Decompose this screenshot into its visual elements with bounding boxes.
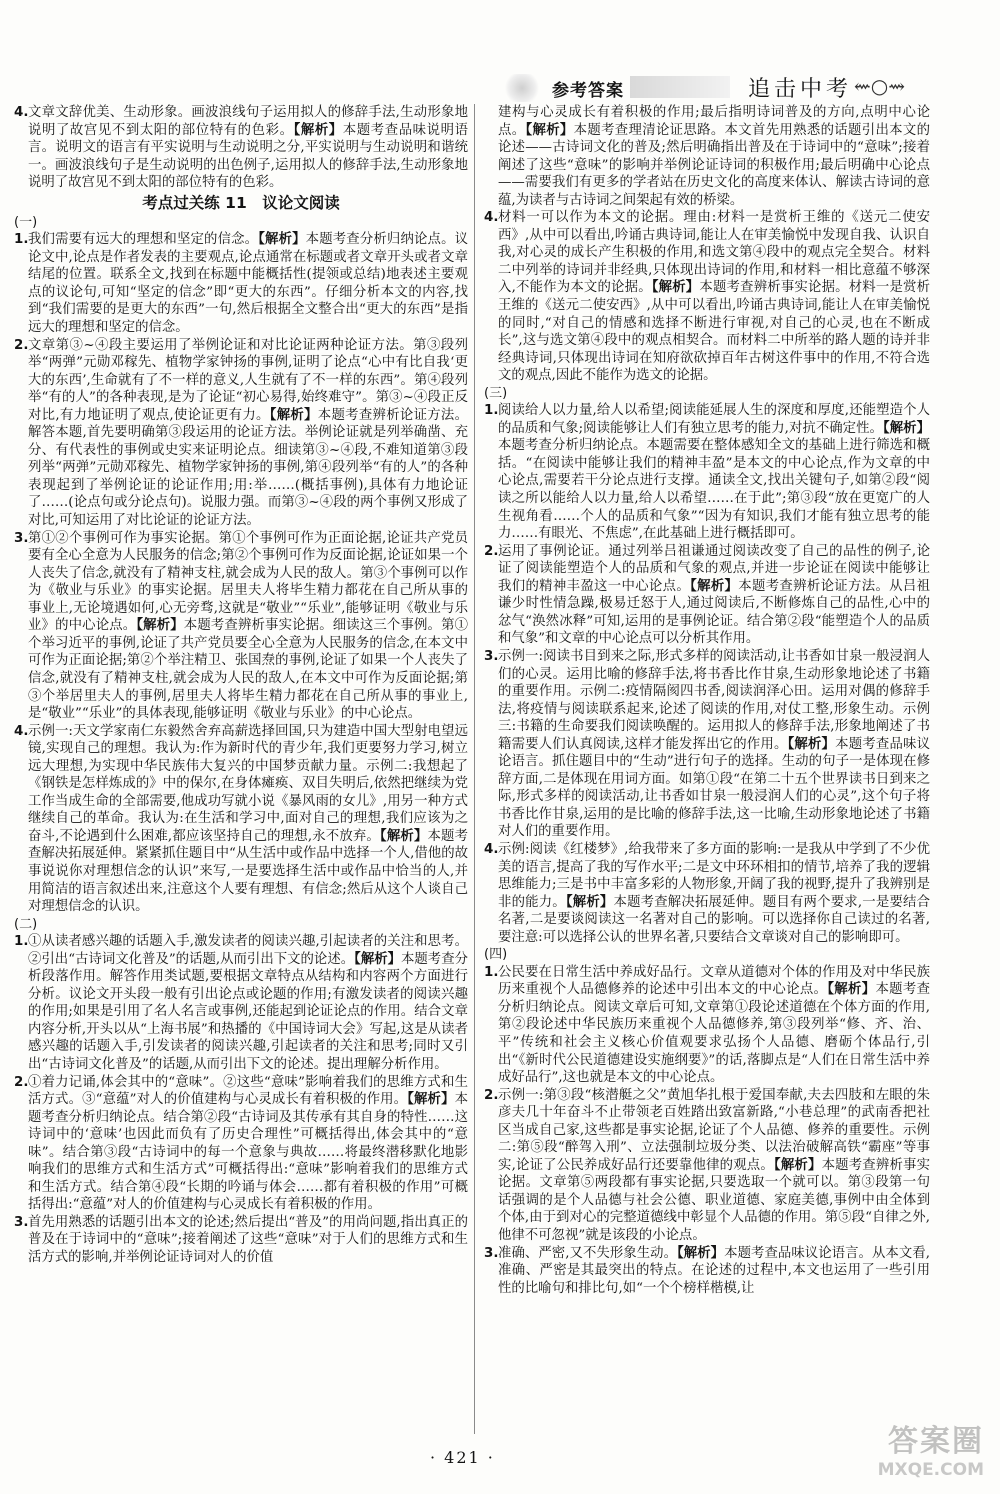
analysis-tag: 【解析】 <box>525 122 574 138</box>
answer-text: 文章文辞优美、生动形象。画波浪线句子运用拟人的修辞手法,生动形象地说明了故宫见不到太阳的部位特有的色彩。 <box>28 105 468 138</box>
analysis-text: 本题考查辨析事实论据。文章第⑤两段都有事实论据,只要选取一个就可以。第③段第一句话强调的是个人品德与社会公德、职业道德、家庭美德,事例中由全体到个体,由于到对心的完整道德线中彰显个人品德的作用。第⑤段“自律之外,他律不可忽视”就是该段的小论点。 <box>498 1157 930 1243</box>
page-header <box>500 70 930 106</box>
list-item <box>484 841 930 946</box>
part-label: (三) <box>484 385 508 401</box>
item-text <box>498 964 930 1087</box>
header-answer-label: 参考答案 <box>552 81 624 101</box>
analysis-tag: 【解析】 <box>293 122 343 138</box>
answer-text: 阅读给人以力量,给人以希望;阅读能延展人生的深度和厚度,还能塑造个人的品质和气象;阅读能够让人们有独立思考的能力,对抗不确定性。 <box>498 403 930 436</box>
analysis-text: 本题考查解决拓展延伸。紧紧抓住题目中“从生活中或作品中选择一个人,借他的故事说说你对理想信念的认识”来写,一是要选择生活中或作品中恰当的人,并用简洁的语言叙述出来,注意这个人要有理想、有信念;然后从这个人谈自己对理想信念的认识。 <box>28 828 468 915</box>
analysis-text: 本题考查辨析事实论据。细读这三个事例。第①个举习近平的事例,论证了共产党员要全心全意为人民服务的信念,在本文中可作为正面论据;第②个举注精卫、张国焘的事例,论证了如果一个人丧失了信念,就没有了精神支柱,就会成为人民的敌人,在本文中可作为反面论据;第③个举居里夫人的事例,居里夫人将毕生精力都花在自己所从事的事业上,是“敬业”“乐业”的具体表现,能够证明《敬业与乐业》的中心论点。 <box>28 618 468 722</box>
item-text <box>28 1214 468 1267</box>
list-item <box>14 530 468 723</box>
analysis-text: 本题考查辨析论证方法。从吕祖谦少时性情急躁,极易迁怒于人,通过阅读后,不断修炼自己的品性,心中的忿气“涣然冰释”可知,运用的是事例论证。结合第②段“能塑造个人的品质和气象”和文章的中心论点可以分析其作用。 <box>498 578 931 647</box>
part-label: (四) <box>484 947 508 963</box>
header-logo-icon: ⇜○⇝ <box>854 74 905 98</box>
analysis-text: 本题考查分析归纳论点。议论文中,论点是作者发表的主要观点,论点通常在标题或者文章开头或者文章结尾的位置。联系全文,找到在标题中能概括性(提领或总结)地表述主要观点的议论句,可知“坚定的信念”即“更大的东西”。仔细分析本文的内容,找到“我们需要的是更大的东西”一句,然后根据全文整合出“更大的东西”是指远大的理想和坚定的信念。 <box>28 232 469 336</box>
list-item <box>14 1074 468 1214</box>
answer-text: 第①②个事例可作为事实论据。第①个事例可作为正面论据,论证共产党员要有全心全意为人民服务的信念;第②个事例可作为反面论据,论证如果一个人丧失了信念,就没有了精神支柱,就会成为人民的敌人。第③个事例可以作为《敬业与乐业》的事实论据。居里夫人将毕生精力都花在自己所从事的事业上,无论境遇如何,心无旁骛,这就是“敬业”“乐业”,能够证明《敬业与乐业》的中心论点。 <box>28 530 468 634</box>
item-number: 3. <box>484 1245 499 1261</box>
analysis-text: 本题考查分析归纳论点。结合第②段“古诗词及其传承有其自身的特性……这诗词中的‘意味’也因此而负有了历史合理性”可概括得出,体会其中的“意味”。结合第③段“古诗词中的每一个意象与典故……将最终潜移默化地影响我们的思维方式和生活方式”可概括得出:“意味”影响着我们的思维方式和生活方式。结合第④段“长期的吟诵与体会……都有着积极的作用”可概括得出:“意蕴”对人的价值建构与心灵成长有着积极的作用。 <box>28 1092 468 1213</box>
item-number: 4. <box>14 723 29 739</box>
analysis-text: 本题考查解决拓展延伸。题目有两个要求,一是要结合名著,二是要谈阅读这一名著对自己的影响。可以选择你自己读过的名著,要注意:可以选择公认的世界名著,只要结合文章谈对自己的影响即可。 <box>498 894 930 945</box>
list-item <box>484 1245 930 1298</box>
item-number: 2. <box>14 337 29 353</box>
item-text <box>498 543 930 648</box>
header-brand: 追击中考 <box>748 77 853 102</box>
item-text <box>498 402 930 542</box>
item-number: 1. <box>484 964 499 980</box>
item-number: 3. <box>484 648 499 664</box>
item-text <box>28 104 468 192</box>
answer-text: 我们需要有远大的理想和坚定的信念。 <box>28 232 259 248</box>
item-text <box>28 723 468 916</box>
item-number: 1. <box>14 232 29 248</box>
answer-text: 运用了事例论证。通过列举吕祖谦通过阅读改变了自己的品性的例子,论证了阅读能塑造个人的品质和气象的观点,并进一步论证在阅读中能够让我们的精神丰盈这一中心论点。 <box>498 543 930 594</box>
analysis-text: 本题考查分析段落作用。解答作用类试题,要根据文章特点从结构和内容两个方面进行分析。议论文开头段一般有引出论点或论题的作用;有激发读者的阅读兴趣的作用;如果是引用了名人名言或事例,还能起到论证论点的作用。结合文章内容分析,开头以从“上海书展”和热播的《中国诗词大会》写起,这是从读者感兴趣的话题入手,引发读者的阅读兴趣,引起读者的关注和思考;同时又引出“古诗词文化普及”的话题,从而引出下文的论述。提出理解分析作用。 <box>28 951 468 1072</box>
right-column <box>484 104 930 1297</box>
list-item <box>14 1214 468 1267</box>
analysis-tag: 【解析】 <box>258 232 306 248</box>
list-item <box>14 723 468 916</box>
item-number: 3. <box>14 1214 29 1230</box>
watermark-url: MXQE.COM <box>877 1460 984 1480</box>
part-label: (二) <box>14 916 38 932</box>
answer-text: 示例一:阅读书目到来之际,形式多样的阅读活动,让书香如甘泉一般浸润人们的心灵。运用比喻的修辞手法,将书香比作甘泉,生动形象地论述了书籍的重要作用。示例二:疫情隔阂四书香,阅读润泽心田。运用对偶的修辞手法,将疫情与阅读联系起来,论述了阅读的作用,对仗工整,形象生动。示例三:书籍的生命要我们阅读唤醒的。运用拟人的修辞手法,形象地阐述了书籍需要人们认真阅读,这样才能发挥出它的作用。 <box>498 648 930 752</box>
answer-text: 准确、严密,又不失形象生动。 <box>498 1245 678 1261</box>
item-number: 2. <box>14 1074 29 1090</box>
page-number: · 421 · <box>430 1448 495 1467</box>
analysis-text: 本题考查辨析论证方法。解答本题,首先要明确第③段运用的论证方法。举例论证就是列举确凿、充分、有代表性的事例或史实来证明论点。细读第③~④段,不难知道第③段列举“两弹”元勋邓稼先、植物学家钟扬的事例,第④段列举“有的人”的各种表现起到了举例论证的论证作用;用:举……(概括事例),具体有力地论证了……(论点句或分论点句)。说服力强。而第③~④段的两个事例又形成了对比,可知运用了对比论证的论证方法。 <box>28 407 469 529</box>
list-item <box>484 1087 930 1245</box>
analysis-tag: 【解析】 <box>354 951 402 967</box>
analysis-text: 本题考查品味议论语言。从本文看,准确、严密是其最突出的特点。在论述的过程中,本文也运用了一些引用性的比喻句和排比句,如“一个个榜样楷模,让 <box>498 1245 930 1296</box>
answer-text: ①着力记诵,体会其中的“意味”。②这些“意味”影响着我们的思维方式和生活方式。③“意蕴”对人的价值建构与心灵成长有着积极的作用。 <box>28 1074 468 1108</box>
header-band <box>630 76 730 98</box>
header-ornament <box>502 74 542 102</box>
list-item <box>14 933 468 1073</box>
list-item <box>484 209 930 384</box>
item-number: 4. <box>14 105 29 120</box>
analysis-text: 本题考查品味说明语言。说明文的语言有平实说明与生动说明之分,平实说明与生动说明和谐统一。画波浪线句子是生动说明的出色例子,运用拟人的修辞手法,生动形象地说明了故宫见不到太阳的部位特有的色彩。 <box>28 122 469 191</box>
left-column <box>14 104 468 1267</box>
item-text <box>498 209 930 384</box>
item-text <box>28 933 468 1073</box>
answer-text: 材料一可以作为本文的论据。理由:材料一是赏析王维的《送元二使安西》,从中可以看出,吟诵古典诗词,能让人在审美愉悦中发现自我、认识自我,对心灵的成长产生积极的作用,和选文第④段中的观点完全契合。材料二中列举的诗词并非经典,只体现出诗词的作用,和材料一相比意蕴不够深入,不能作为本文的论据。 <box>498 210 930 296</box>
analysis-tag: 【解析】 <box>677 1245 725 1261</box>
item-text <box>28 231 468 336</box>
analysis-text: 本题考查品味议论语言。抓住题目中的“生动”进行句子的选择。生动的句子一是体现在修辞方面,二是体现在用词方面。如第①段“在第二十五个世界读书日到来之际,形式多样的阅读活动,让书香如甘泉一般浸润人们的心灵”,这个句子将书香比作甘泉,运用的是比喻的修辞手法,这一比喻,生动形象地论述了书籍对人们的重要作用。 <box>498 736 930 840</box>
analysis-text: 本题考查理清论证思路。本文首先用熟悉的话题引出本文的论述——古诗词文化的普及;然后明确指出普及在于诗词中的“意味”;接着阐述了这些“意味”的影响并举例论证诗词的积极作用;最后明确中心论点——需要我们有更多的学者站在历史文化的高度来体认、解读古诗词的意蕴,为读者与古诗词之间架起有效的桥梁。 <box>498 122 931 208</box>
column-divider <box>474 104 475 1434</box>
list-item <box>14 231 468 336</box>
list-item <box>484 964 930 1087</box>
analysis-text: 本题考查分析归纳论点。本题需要在整体感知全文的基础上进行筛选和概括。“在阅读中能够让我们的精神丰盈”是本文的中心论点,作为文章的中心论点,需要若干分论点进行支撑。通读全文,找出关键句子,如第②段“阅读之所以能给人以力量,给人以希望……在于此”;第③段“放在更宽广的人生视角看……个人的品质和气象”“因为有知识,我们才能有独立思考的能力……有眼光、不焦虑”,在此基础上进行概括即可。 <box>498 438 930 542</box>
analysis-text: 本题考查辨析事实论据。材料一是赏析王维的《送元二使安西》,从中可以看出,吟诵古典诗词,能让人在审美愉悦的同时,“对自己的情感和选择不断进行审视,对自己的心灵,也在不断成长”,这与选文第④段中的观点相契合。而材料二中所举的路人题的诗并非经典诗词,只体现出诗词在知府欲砍掉百年古树这件事中的作用,不符合选文的观点,因此不能作为选文的论据。 <box>498 280 930 384</box>
answer-text: 示例:阅读《红楼梦》,给我带来了多方面的影响:一是我从中学到了不少优美的语言,提高了我的写作水平;二是文中环环相扣的情节,培养了我的逻辑思维能力;三是书中丰富多彩的人物形象,开阔了我的视野,提升了我辨别是非的能力。 <box>498 841 930 910</box>
continued-text <box>484 104 930 209</box>
answer-text: 示例一:第③段“核潜艇之父”黄旭华扎根于爱国奉献,夫去四肢和左眼的朱彦夫几十年奋斗不止带领老百姓踏出致富新路,“小巷总理”的武南香把社区当成自己家,这些都是事实论据,论证了个人品德、修养的重要性。示例二:第⑤段“醉驾入刑”、立法强制垃圾分类、以法治破解高铁“霸座”等事实,论证了公民养成好品行还要靠他律的观点。 <box>498 1087 930 1173</box>
item-text <box>498 841 930 946</box>
analysis-tag: 【解析】 <box>269 407 318 423</box>
analysis-tag: 【解析】 <box>787 736 836 752</box>
section-title: 考点过关练 11 议论文阅读 <box>142 193 340 212</box>
item-number: 3. <box>14 530 29 546</box>
watermark-title: 答案圈 <box>888 1424 984 1459</box>
item-number: 1. <box>14 934 29 950</box>
watermark <box>864 1416 984 1482</box>
analysis-tag: 【解析】 <box>690 578 739 594</box>
analysis-tag: 【解析】 <box>136 618 184 634</box>
part-label: (一) <box>14 214 38 230</box>
answer-text: 首先用熟悉的话题引出本文的论述;然后提出“普及”的用尚问题,指出真正的普及在于诗词中的“意味”;接着阐述了这些“意味”对于人们的思维方式和生活方式的影响,并举例论证诗词对人的价值 <box>28 1214 468 1265</box>
answer-text: ①从读者感兴趣的话题入手,激发读者的阅读兴趣,引起读者的关注和思考。②引出“古诗词文化普及”的话题,从而引出下文的论述。 <box>28 934 468 967</box>
analysis-tag: 【解析】 <box>380 828 428 844</box>
item-number: 4. <box>484 210 499 226</box>
analysis-tag: 【解析】 <box>407 1092 455 1108</box>
item-number: 2. <box>484 543 499 559</box>
item-text <box>28 1074 468 1214</box>
item-text <box>498 1245 930 1298</box>
list-item <box>484 402 930 542</box>
answer-text: 建构与心灵成长有着积极的作用;最后指明诗词普及的方向,点明中心论点。 <box>498 105 930 138</box>
item-number: 2. <box>484 1087 499 1103</box>
analysis-text: 本题考查分析归纳论点。阅读文章后可知,文章第①段论述道德在个体方面的作用,第②段论述中华民族历来重视个人品德修养,第③段列举“修、齐、治、平”传统和社会主义核心价值观要求弘扬个人品德、磨砺个体品行,引出“《新时代公民道德建设实施纲要》”的话,落脚点是“人们在日常生活中养成好品行”,这也就是本文的中心论点。 <box>498 982 931 1086</box>
list-item <box>14 337 468 530</box>
answer-text: 公民要在日常生活中养成好品行。文章从道德对个体的作用及对中华民族历来重视个人品德修养的论述中引出本文的中心论点。 <box>498 964 930 998</box>
analysis-tag: 【解析】 <box>773 1157 822 1173</box>
list-item <box>484 648 930 841</box>
item-number: 4. <box>484 841 499 857</box>
analysis-tag: 【解析】 <box>827 982 876 998</box>
answer-text: 示例一:天文学家南仁东毅然舍弃高薪选择回国,只为建造中国大型射电望远镜,实现自己的理想。我认为:作为新时代的青少年,我们更要努力学习,树立远大理想,为实现中华民族伟大复兴的中国梦贡献力量。示例二:我想起了《钢铁是怎样炼成的》中的保尔,在身体瘫痪、双目失明后,依然把继续为党工作当成生命的全部需要,他成功写就小说《暴风雨的女儿》,用另一种方式继续自己的革命。我认为:在生活和学习中,面对自己的理想,我们应该为之奋斗,不论遇到什么困难,都应该坚持自己的理想,永不放弃。 <box>28 723 468 844</box>
analysis-tag: 【解析】 <box>882 420 930 436</box>
answer-text: 文章第③~④段主要运用了举例论证和对比论证两种论证方法。第③段列举“两弹”元勋邓稼先、植物学家钟扬的事例,证明了论点“心中有比自我‘更大的东西’,生命就有了不一样的意义,人生就有了不一样的东西”。第④段列举“有的人”的各种表现,是为了论证“初心易得,始终难守”。第③~④段正反对比,有力地证明了观点,使论证更有力。 <box>28 337 468 423</box>
item-text <box>28 337 468 530</box>
list-item <box>14 104 468 192</box>
analysis-tag: 【解析】 <box>651 280 700 296</box>
item-number: 1. <box>484 403 499 419</box>
item-text <box>498 648 930 841</box>
list-item <box>484 543 930 648</box>
item-text <box>28 530 468 723</box>
item-text <box>498 1087 930 1245</box>
analysis-tag: 【解析】 <box>565 894 614 910</box>
